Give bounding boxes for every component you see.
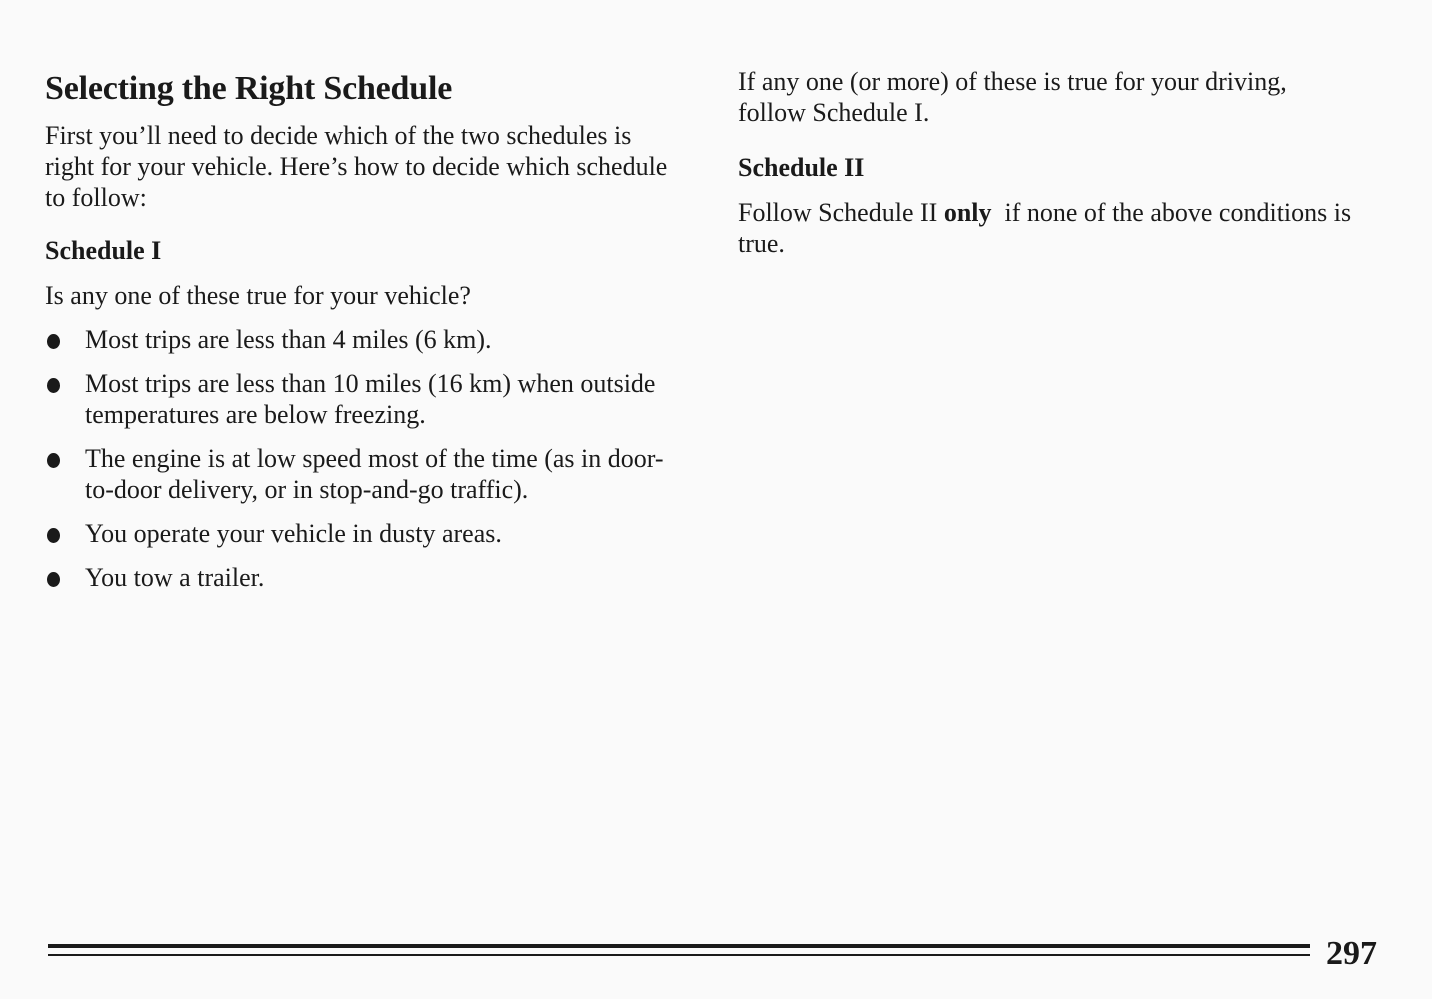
bullet-icon (47, 572, 60, 587)
intro-paragraph: First you’ll need to decide which of the two schedules is right for your vehicle. Here’s how to decide which schedule to follow: (45, 121, 668, 212)
list-item-text: You tow a trailer. (85, 563, 265, 592)
schedule-2-text-end: if none of the above conditions is true. (738, 198, 1358, 258)
list-item (45, 443, 685, 505)
schedule-2-paragraph (738, 197, 1388, 259)
list-item (45, 368, 685, 430)
footer-rule-thick (48, 944, 1310, 948)
page-number: 297 (1326, 935, 1377, 972)
right-column (738, 66, 1388, 259)
conditions-list (45, 324, 685, 593)
list-item-text: Most trips are less than 4 miles (6 km). (85, 325, 492, 354)
list-item-text: You operate your vehicle in dusty areas. (85, 519, 502, 548)
schedule-2-emphasis: only (943, 198, 992, 227)
bullet-icon (47, 453, 60, 468)
bullet-icon (47, 528, 60, 543)
list-item-text: The engine is at low speed most of the time (as in door-to-door delivery, or in stop-and-go traffic). (85, 444, 664, 504)
schedule-1-question: Is any one of these true for your vehicle? (45, 281, 471, 310)
page-title: Selecting the Right Schedule (45, 70, 453, 107)
left-column (45, 66, 695, 606)
bullet-icon (47, 334, 60, 349)
followup-paragraph: If any one (or more) of these is true for your driving, follow Schedule I. (738, 67, 1287, 127)
footer-rule-thin (48, 954, 1310, 956)
schedule-2-heading: Schedule II (738, 153, 865, 182)
bullet-icon (47, 378, 60, 393)
list-item-text: Most trips are less than 10 miles (16 km) when outside temperatures are below freezing. (85, 369, 656, 429)
list-item (45, 562, 685, 593)
schedule-2-text-start: Follow Schedule II (738, 198, 944, 227)
list-item (45, 518, 685, 549)
list-item (45, 324, 685, 355)
schedule-1-heading: Schedule I (45, 236, 162, 265)
footer-rule (48, 944, 1310, 958)
